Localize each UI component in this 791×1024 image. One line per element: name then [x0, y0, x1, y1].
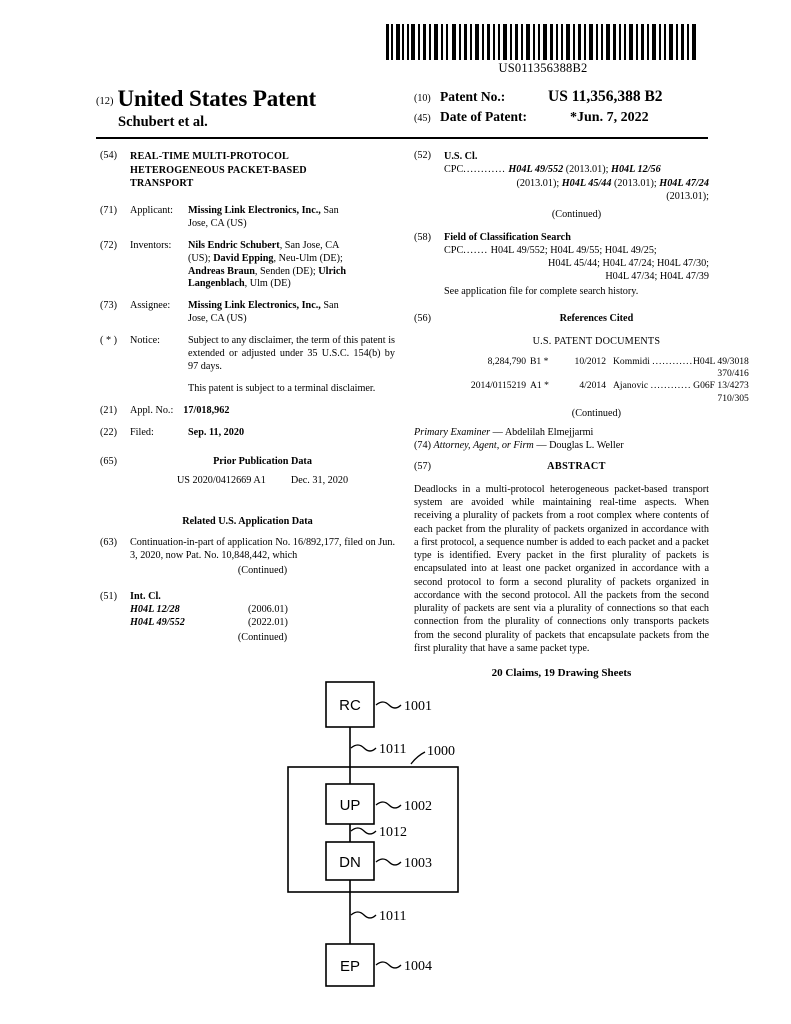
- us-cl-continued: (Continued): [551, 209, 602, 220]
- inventor-4-loc: , Ulm (DE): [244, 278, 291, 290]
- cpc-class-3: H04L 45/44: [561, 177, 612, 189]
- patent-number-label: Patent No.:: [440, 89, 506, 104]
- prior-publication-heading: Prior Publication Data: [213, 456, 312, 468]
- code-58: (58): [414, 232, 431, 244]
- related-app-body: [130, 537, 395, 578]
- assignee-name: Missing Link Electronics, Inc.,: [188, 300, 321, 312]
- reference-classification: G06F 13/4273: [693, 380, 749, 392]
- figure-box-rc: [326, 682, 374, 727]
- code-74: (74): [414, 439, 431, 451]
- int-cl-version: (2022.01): [248, 616, 288, 628]
- entry-assignee: [100, 300, 395, 326]
- abstract-body-wrap: [444, 461, 709, 478]
- entry-prior-publication: [100, 456, 395, 488]
- table-row: [444, 380, 749, 392]
- reference-dots: ............: [650, 380, 692, 392]
- applicant-label: Applicant:: [130, 204, 174, 216]
- date-of-patent-row: [414, 109, 714, 126]
- reference-date: 10/2012: [574, 355, 606, 367]
- masthead-left: [96, 86, 316, 131]
- field-search-line-3: H04L 47/34; H04L 47/39: [605, 271, 709, 283]
- us-patent-documents-subheading: U.S. PATENT DOCUMENTS: [532, 335, 661, 347]
- code-65: (65): [100, 456, 117, 468]
- reference-name: Ajanovic: [613, 380, 649, 392]
- figure-ref-1011-top-label: 1011: [379, 742, 407, 757]
- entry-notice: [100, 335, 395, 396]
- barcode-block: [384, 24, 702, 76]
- notice-label: Notice:: [130, 335, 160, 347]
- appl-no-label: Appl. No.:: [130, 405, 174, 417]
- fcs-cpc-label: CPC: [444, 245, 464, 257]
- code-12: (12): [96, 96, 114, 107]
- inventor-4-first: Ulrich: [318, 265, 347, 277]
- figure-box-up-label: UP: [339, 797, 361, 814]
- entry-references-cited: [414, 313, 749, 421]
- publication-date: Dec. 31, 2020: [290, 474, 349, 486]
- figure-ref-1012-label: 1012: [379, 825, 407, 840]
- fcs-dots: .......: [463, 245, 489, 257]
- barcode-image: [384, 24, 702, 60]
- code-73: (73): [100, 300, 117, 312]
- primary-examiner-line: [414, 427, 709, 440]
- field-search-line-1: [444, 245, 709, 258]
- entry-inventors: [100, 240, 395, 292]
- references-body: [444, 313, 749, 421]
- int-cl-version: (2006.01): [248, 603, 288, 615]
- masthead: [96, 86, 708, 136]
- code-63: (63): [100, 536, 117, 548]
- figure-diagram: [270, 672, 530, 1012]
- header-divider: [96, 137, 708, 139]
- abstract-heading: ABSTRACT: [547, 460, 606, 472]
- figure-box-dn-label: DN: [339, 854, 361, 871]
- inventor-3-loc: , Senden (DE);: [254, 265, 319, 277]
- code-22: (22): [100, 427, 117, 439]
- patent-title-line: [96, 86, 316, 112]
- attorney-line: [414, 440, 709, 453]
- invention-title: [130, 150, 395, 191]
- figure-box-dn: [326, 842, 374, 880]
- code-51: (51): [100, 590, 117, 602]
- related-app-continued: (Continued): [237, 564, 288, 576]
- int-cl-body: [130, 591, 395, 645]
- primary-examiner-name: — Abdelilah Elmejjarmi: [492, 426, 594, 438]
- assignee-label: Assignee:: [130, 300, 171, 312]
- patent-number-value: US 11,356,388 B2: [548, 88, 663, 105]
- field-search-see-line: See application file for complete search history.: [444, 286, 639, 298]
- figure-ref-1000: [411, 744, 455, 764]
- code-54: (54): [100, 150, 117, 161]
- entry-filed: [100, 427, 395, 440]
- code-10: (10): [414, 93, 431, 104]
- figure-ref-1011-top: [351, 742, 406, 757]
- page-title: United States Patent: [117, 86, 317, 111]
- reference-assignee: [606, 380, 693, 392]
- assignee-line2: Jose, CA (US): [188, 313, 247, 325]
- cpc-class-2: H04L 12/56: [611, 164, 661, 176]
- figure-ref-1001: [376, 699, 432, 714]
- filed-label: Filed:: [130, 427, 154, 439]
- reference-name: Kommidi: [613, 355, 650, 367]
- date-of-patent-label: Date of Patent:: [440, 109, 527, 124]
- claims-sheets-line: 20 Claims, 19 Drawing Sheets: [491, 667, 632, 680]
- left-column: [100, 150, 395, 654]
- applicant-value: [188, 205, 395, 231]
- inventors-label: Inventors:: [130, 239, 172, 251]
- entry-field-search: [414, 232, 709, 299]
- int-cl-class: H04L 49/552: [130, 616, 185, 628]
- code-45: (45): [414, 113, 431, 124]
- field-search-line-2: H04L 45/44; H04L 47/24; H04L 47/30;: [547, 258, 709, 270]
- title-line-2: HETEROGENEOUS PACKET-BASED: [130, 164, 307, 176]
- us-cl-heading: U.S. Cl.: [444, 151, 478, 162]
- first-inventor-line: Schubert et al.: [118, 114, 208, 130]
- code-52: (52): [414, 150, 431, 161]
- figure-svg: [270, 672, 530, 1012]
- barcode-number: US011356388B2: [498, 61, 588, 75]
- figure-ref-1002: [376, 799, 432, 814]
- references-continued: (Continued): [571, 407, 622, 419]
- code-71: (71): [100, 204, 117, 216]
- notice-paragraph-1: Subject to any disclaimer, the term of this patent is extended or adjusted under 35 U.S.C. 154(b) by 97 days.: [188, 335, 395, 373]
- cpc-label: CPC: [444, 164, 464, 176]
- figure-box-ep-label: EP: [339, 958, 361, 975]
- int-cl-continued: (Continued): [237, 631, 288, 643]
- related-application-data-heading: Related U.S. Application Data: [182, 515, 313, 527]
- inventor-1-name: Nils Endric Schubert: [188, 239, 280, 251]
- figure-ref-1011-bottom: [351, 909, 406, 924]
- code-57: (57): [414, 460, 431, 472]
- cpc-ver-3: (2013.01);: [611, 177, 660, 189]
- figure-ref-1012: [351, 825, 407, 840]
- reference-number: 2014/0115219: [470, 380, 526, 392]
- entry-us-cl: [414, 150, 709, 221]
- figure-ref-1002-label: 1002: [404, 799, 432, 814]
- references-cited-heading: References Cited: [559, 313, 634, 325]
- date-of-patent-value: *Jun. 7, 2022: [570, 110, 649, 125]
- attorney-name: — Douglas L. Weller: [536, 439, 624, 451]
- assignee-city-part: San: [320, 300, 339, 312]
- inventor-4-last: Langenblach: [188, 278, 245, 290]
- entry-appl-no: [100, 405, 395, 418]
- notice-paragraph-2: This patent is subject to a terminal disclaimer.: [188, 383, 376, 395]
- entry-abstract: [414, 461, 709, 478]
- reference-date: 4/2014: [579, 380, 606, 392]
- entry-applicant: [100, 205, 395, 231]
- figure-ref-1003: [376, 856, 432, 871]
- entry-related-app: [100, 537, 395, 578]
- figure-ref-1000-label: 1000: [427, 744, 455, 759]
- abstract-text: Deadlocks in a multi-protocol heterogeneous packet-based transport system are avoided while maintaining real-time aspects. When receiving a plurality of packets from a root complex where contents of each packet from the plurality of packets organized in accordance with a first protocol, a sequence number is added to each packet and a packet type is identified. Every packet in the first plurality of packets is encapsulated into at least one packet organized in accordance with a second protocol to form a second plurality of packets organized in accordance with the second protocol. All the packets from the second plurality of packets are sent via a plurality of connections so that each connection from the plurality of connections only transports packets from the second plurality of packets that encapsulate packets from the first plurality that have a same packet type.: [414, 483, 709, 654]
- int-cl-class: H04L 12/28: [130, 603, 180, 615]
- figure-ref-1003-label: 1003: [404, 856, 432, 871]
- us-cl-line-2: [444, 177, 709, 190]
- code-72: (72): [100, 239, 117, 251]
- publication-number: US 2020/0412669 A1: [176, 474, 266, 486]
- inventor-2-loc: , Neu-Ulm (DE);: [273, 252, 343, 264]
- inventor-2-name: David Epping: [213, 252, 274, 264]
- figure-ref-1004: [376, 959, 432, 974]
- patent-number-row: [414, 88, 714, 106]
- code-asterisk: ( * ): [100, 335, 117, 347]
- reference-assignee: [606, 356, 693, 368]
- filed-value: Sep. 11, 2020: [188, 427, 245, 439]
- reference-subclass: 370/416: [717, 368, 749, 380]
- figure-box-rc-label: RC: [339, 697, 361, 714]
- field-search-body: [444, 232, 709, 299]
- us-cl-body: [444, 150, 709, 221]
- entry-int-cl: [100, 591, 395, 645]
- us-cl-line-3: (2013.01);: [666, 190, 709, 202]
- int-cl-row: [130, 604, 395, 617]
- entry-title: [100, 150, 395, 191]
- cpc-class-1: H04L 49/552: [508, 164, 564, 176]
- prior-publication-block: [130, 456, 395, 488]
- cpc-ver-2: (2013.01);: [516, 177, 562, 189]
- related-app-text: Continuation-in-part of application No. 16/892,177, filed on Jun. 3, 2020, now Pat. No. 10,848,442, which: [130, 536, 395, 561]
- figure-ref-1001-label: 1001: [404, 699, 432, 714]
- notice-value: [188, 335, 395, 396]
- title-line-1: REAL-TIME MULTI-PROTOCOL: [130, 151, 289, 162]
- reference-kind: A1 *: [530, 380, 549, 392]
- reference-dots: ............: [652, 355, 693, 367]
- int-cl-heading: Int. Cl.: [130, 590, 161, 602]
- code-56: (56): [414, 313, 431, 325]
- applicant-name: Missing Link Electronics, Inc.,: [188, 204, 321, 216]
- figure-ref-1004-label: 1004: [404, 959, 432, 974]
- appl-no-value: 17/018,962: [183, 405, 230, 417]
- assignee-value: [188, 300, 395, 326]
- attorney-label: Attorney, Agent, or Firm: [433, 439, 534, 451]
- applicant-line2: Jose, CA (US): [188, 217, 247, 229]
- examiner-block: [414, 427, 709, 453]
- right-column: [414, 150, 749, 681]
- applicant-city-part: San: [320, 204, 339, 216]
- figure-box-ep: [326, 944, 374, 986]
- cpc-class-4: H04L 47/24: [659, 177, 709, 189]
- figure-ref-1011-bottom-label: 1011: [379, 909, 407, 924]
- reference-number: 8,284,790: [487, 355, 526, 367]
- cpc-ver-1: (2013.01);: [563, 164, 612, 176]
- figure-box-up: [326, 784, 374, 824]
- primary-examiner-label: Primary Examiner: [414, 426, 491, 438]
- inventor-1-loc: , San Jose, CA: [279, 239, 340, 251]
- table-row: [444, 356, 749, 368]
- us-cl-cpc-line: [444, 163, 709, 176]
- code-21: (21): [100, 405, 117, 417]
- int-cl-row: [130, 617, 395, 630]
- cpc-dots: ............: [463, 164, 506, 176]
- masthead-right: [414, 88, 714, 129]
- prior-publication-row: [130, 475, 395, 488]
- references-table: [444, 356, 749, 405]
- inventor-2-prefix: (US);: [188, 252, 214, 264]
- reference-kind: B1 *: [530, 355, 549, 367]
- inventor-3-name: Andreas Braun: [188, 265, 255, 277]
- title-line-3: TRANSPORT: [130, 178, 194, 190]
- reference-subclass: 710/305: [717, 392, 749, 404]
- fcs-classes-1: H04L 49/552; H04L 49/55; H04L 49/25;: [490, 245, 657, 257]
- reference-classification: H04L 49/3018: [692, 355, 749, 367]
- field-search-heading: Field of Classification Search: [444, 232, 571, 244]
- inventors-value: [188, 240, 395, 292]
